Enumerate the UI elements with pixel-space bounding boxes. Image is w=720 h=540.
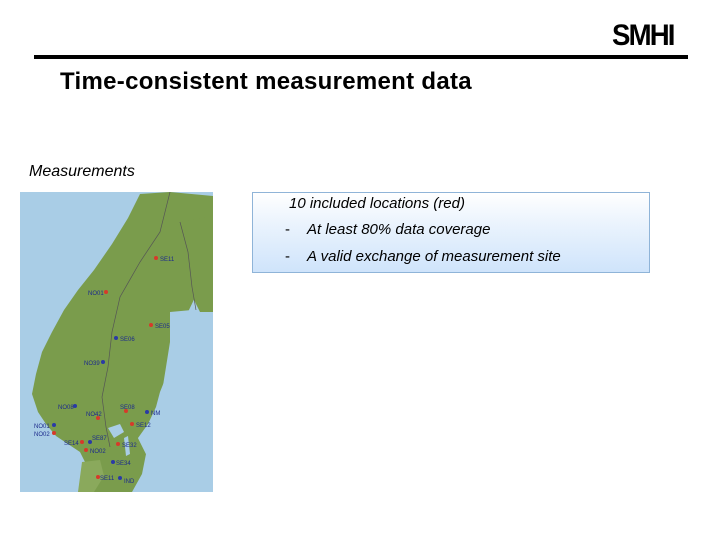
included-locations-text: 10 included locations (red) bbox=[289, 195, 465, 212]
station-label: SE32 bbox=[122, 443, 137, 449]
station-label: SE08 bbox=[120, 405, 135, 411]
station-marker bbox=[101, 360, 105, 364]
station-label: SE11 bbox=[160, 257, 175, 263]
header-rule bbox=[34, 55, 688, 59]
station-marker bbox=[118, 476, 122, 480]
bullet-text: At least 80% data coverage bbox=[307, 221, 491, 238]
station-marker bbox=[130, 422, 134, 426]
station-label: SE12 bbox=[136, 423, 151, 429]
station-label: NO08 bbox=[58, 405, 74, 411]
station-marker bbox=[145, 410, 149, 414]
station-label: IND bbox=[124, 479, 135, 485]
station-label: SE87 bbox=[92, 436, 107, 442]
station-marker bbox=[149, 323, 153, 327]
scandinavia-map bbox=[20, 192, 213, 492]
station-label: SE06 bbox=[120, 337, 135, 343]
station-marker bbox=[111, 460, 115, 464]
criteria-box bbox=[252, 192, 650, 273]
station-marker bbox=[116, 442, 120, 446]
station-label: NM bbox=[151, 411, 161, 417]
station-label: SE11 bbox=[100, 476, 115, 482]
station-marker bbox=[114, 336, 118, 340]
slide-title: Time-consistent measurement data bbox=[60, 68, 472, 95]
station-marker bbox=[84, 448, 88, 452]
section-subheading: Measurements bbox=[29, 163, 135, 180]
station-label: SE05 bbox=[155, 324, 170, 330]
map-graphic bbox=[20, 192, 213, 492]
station-label: NO01 bbox=[34, 424, 50, 430]
station-label: NO42 bbox=[86, 412, 102, 418]
criteria-bullet bbox=[285, 221, 490, 238]
criteria-bullet bbox=[285, 248, 561, 265]
station-marker bbox=[80, 440, 84, 444]
station-marker bbox=[154, 256, 158, 260]
bullet-dash: - bbox=[285, 248, 290, 265]
bullet-dash: - bbox=[285, 221, 290, 238]
smhi-logo: SMHI bbox=[612, 19, 674, 52]
station-marker bbox=[52, 423, 56, 427]
station-label: NO39 bbox=[84, 361, 100, 367]
bullet-text: A valid exchange of measurement site bbox=[307, 248, 561, 265]
station-label: NO02 bbox=[90, 449, 106, 455]
station-marker bbox=[52, 431, 56, 435]
station-marker bbox=[104, 290, 108, 294]
station-label: SE34 bbox=[116, 461, 131, 467]
station-label: NO02 bbox=[34, 432, 50, 438]
station-label: SE14 bbox=[64, 441, 79, 447]
station-label: NO01 bbox=[88, 291, 104, 297]
